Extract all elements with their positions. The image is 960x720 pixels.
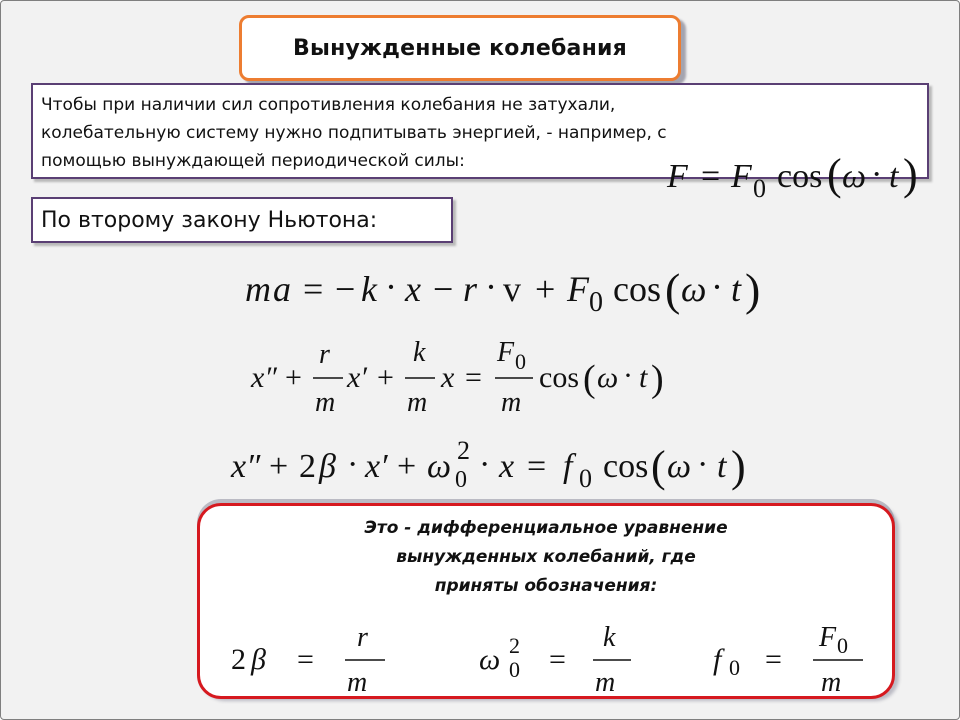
formula-superscript: 2 (457, 436, 470, 465)
formula-symbol: x″ (251, 361, 277, 394)
formula-subscript: 0 (515, 349, 526, 374)
formula-subscript: 0 (455, 467, 467, 493)
equation-3 (230, 436, 746, 493)
equation-2 (250, 337, 664, 418)
formula-subscript: 0 (837, 633, 848, 658)
formula-symbol: · (623, 359, 633, 392)
formula-symbol: x″ (231, 448, 261, 485)
formula-symbol: m (245, 269, 271, 309)
formula-symbol: + (285, 361, 302, 394)
formula-paren: ) (745, 264, 761, 315)
formula-symbol: − (433, 269, 454, 309)
fraction-numerator: k (603, 622, 616, 653)
formula-symbol: x (441, 361, 455, 394)
formula-paren: ) (731, 442, 746, 491)
fraction-denominator: m (315, 387, 336, 418)
formula-symbol: r (463, 269, 478, 309)
formula-superscript: 2 (509, 633, 520, 658)
formula-symbol: ω (597, 361, 619, 394)
formula-symbol: = (465, 361, 482, 394)
formula-symbol: t (731, 269, 742, 309)
formula-symbol: t (717, 448, 727, 485)
formula-symbol: x′ (347, 361, 367, 394)
formula-symbol: cos (603, 448, 649, 485)
note-line: приняты обозначения: (434, 576, 658, 596)
formula-symbol: − (335, 269, 356, 309)
formula-symbol: ω (667, 448, 692, 485)
formula-paren: ( (651, 442, 666, 491)
fraction-denominator: m (407, 387, 428, 418)
fraction-numerator: k (413, 337, 426, 368)
fraction-denominator: m (501, 387, 522, 418)
formula-symbol: · (697, 446, 709, 483)
formula-symbol: · (479, 446, 491, 483)
fraction-denominator: m (595, 667, 616, 698)
formula-paren: ) (651, 358, 664, 400)
formula-symbol: t (639, 361, 648, 394)
formula-symbol: 2 (299, 448, 316, 485)
fraction-numerator: r (319, 339, 330, 370)
formula-symbol: + (377, 361, 394, 394)
force-formula (666, 150, 918, 203)
formula-symbol: + (535, 269, 556, 309)
formula-paren: ( (827, 150, 842, 199)
fraction-numerator: r (357, 622, 368, 653)
formula-symbol: = (303, 269, 324, 309)
formula-subscript: 0 (729, 655, 740, 680)
formula-symbol: ω (479, 643, 501, 676)
formula-paren: ( (583, 358, 596, 400)
formula-symbol: ω (842, 158, 867, 195)
formula-symbol: cos (613, 269, 661, 309)
formula-symbol: · (871, 156, 883, 193)
formula-symbol: k (361, 269, 377, 309)
formula-symbol: + (269, 448, 289, 485)
fraction-denominator: m (347, 667, 368, 698)
formula-symbol: 2 (231, 643, 246, 676)
fraction-numerator: F (819, 622, 837, 653)
formula-symbol: + (397, 448, 417, 485)
formula-subscript: 0 (589, 287, 603, 318)
formula-symbol: F (567, 269, 589, 309)
formula-symbol: β (319, 448, 336, 485)
formula-symbol: cos (777, 158, 823, 195)
definition-beta (231, 622, 385, 698)
formula-symbol: v (503, 269, 521, 309)
formula-paren: ( (665, 264, 681, 315)
slide-title: Вынужденные колебания (293, 35, 627, 61)
fraction-numerator: F (497, 337, 515, 368)
intro-line: колебательную систему нужно подпитывать энергией, - например, с (41, 123, 667, 143)
formula-symbol: = (297, 643, 314, 676)
formula-symbol: x′ (365, 448, 388, 485)
formula-symbol: · (347, 446, 359, 483)
formula-subscript: 0 (509, 657, 520, 682)
note-line: вынужденных колебаний, где (396, 547, 696, 567)
formula-symbol: β (251, 643, 266, 676)
newton-formula (245, 264, 760, 318)
formula-symbol: = (527, 448, 547, 485)
formula-symbol: = (549, 643, 566, 676)
formula-symbol: x (405, 269, 421, 309)
formula-symbol: a (273, 269, 291, 309)
formula-symbol: f (563, 448, 573, 485)
formula-symbol: cos (539, 361, 579, 394)
formula-symbol: f (713, 643, 722, 676)
formula-symbol: x (499, 448, 515, 485)
formula-paren: ) (903, 150, 918, 199)
note-line: Это - дифференциальное уравнение (364, 518, 728, 538)
definition-omega (479, 622, 631, 698)
formulas-layer (1, 1, 959, 719)
newton-law-label: По второму закону Ньютона: (41, 207, 378, 233)
formula-symbol: · (711, 267, 723, 307)
intro-line: помощью вынуждающей периодической силы: (41, 151, 465, 171)
intro-line: Чтобы при наличии сил сопротивления колебания не затухали, (41, 95, 616, 115)
formula-symbol: t (889, 158, 899, 195)
formula-symbol: ω (427, 448, 452, 485)
formula-symbol: F (667, 158, 688, 195)
formula-symbol: = (701, 158, 721, 195)
formula-subscript: 0 (579, 464, 592, 493)
definition-f0 (713, 622, 863, 698)
formula-symbol: = (765, 643, 782, 676)
formula-symbol: · (485, 267, 497, 307)
formula-symbol: F (731, 158, 752, 195)
formula-symbol: ω (681, 269, 707, 309)
fraction-denominator: m (821, 667, 842, 698)
formula-symbol: · (385, 267, 397, 307)
formula-subscript: 0 (753, 174, 766, 203)
